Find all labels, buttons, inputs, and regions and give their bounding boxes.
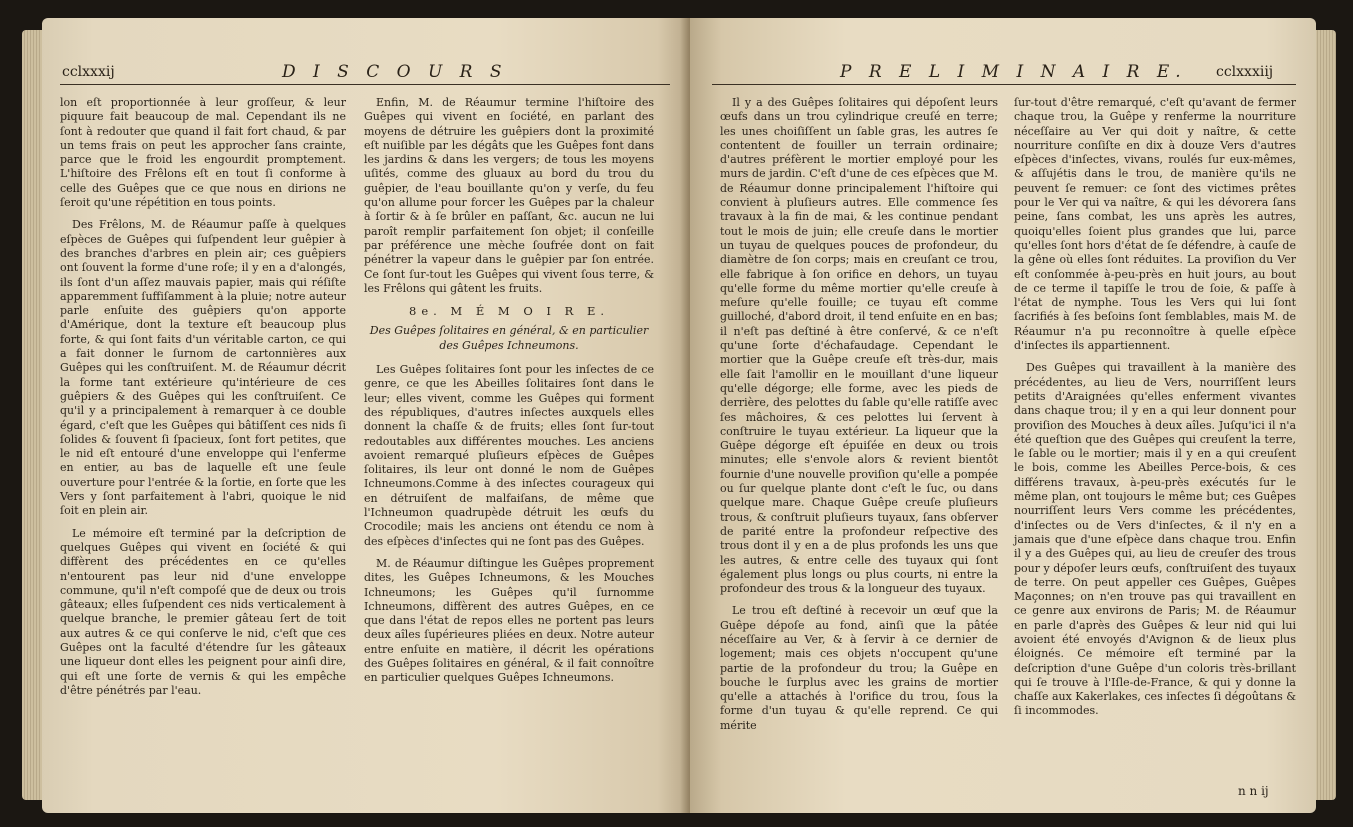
paragraph: Il y a des Guêpes ſolitaires qui dépoſent leurs œufs dans un trou cylindrique creuſé en terre; les unes choiſiſſent un ſable gras, les autres ſe contentent de fouiller un terrain ordinaire; d'autres préfèrent le mortier employé pour les murs de jardin. C'eſt d'une de ces eſpèces que M. de Réaumur donne principalement l'hiſtoire qui convient à pluſieurs autres. Elle commence ſes travaux à la fin de mai, & les continue pendant tout le mois de juin; elle creuſe dans le mortier un tuyau de quelques pouces de profondeur, du diamètre de ſon corps; mais en creuſant ce trou, elle fabrique à ſon orifice en dehors, un tuyau qu'elle forme du même mortier qu'elle creuſe à meſure qu'elle fouille; ce tuyau eſt comme guilloché, d'abord droit, il tend enſuite en en bas; il n'eſt pas deſtiné à être conſervé, & ce n'eſt qu'une ſorte d'échafaudage. Cependant le mortier que la Guêpe creuſe eſt très-dur, mais elle ſait l'amollir en le mouillant d'une liqueur qu'elle dégorge; elle forme, avec les pieds de derrière, des pelottes du ſable qu'elle ratiſſe avec ſes mâchoires, & ces pelottes lui ſervent à conſtruire le tuyau extérieur. La liqueur que la Guêpe dégorge eſt épuiſée en deux ou trois minutes; elle s'envole alors & revient bientôt fournie d'une nouvelle proviſion qu'elle a pompée ou ſur quelque plante dont c'eſt le ſuc, ou dans quelque mare. Chaque Guêpe creuſe pluſieurs trous, & conſtruit pluſieurs tuyaux, ſans obſerver de parité entre la profondeur reſpective des trous dont il y en a de plus profonds les uns que les autres, & entre celle des tuyaux qui ſont également plus longs ou plus courts, ni entre la profondeur des trous & la longueur des tuyaux. <box>720 96 998 596</box>
left-header-rule <box>60 84 670 85</box>
paragraph: Enfin, M. de Réaumur termine l'hiſtoire des Guêpes qui vivent en ſociété, en parlant des moyens de détruire les guêpiers dont la proximité eſt nuiſible par les dégâts que les Guêpes font dans les jardins & dans les vergers; de tous les moyens uſités, comme des gluaux au bord du trou du guêpier, de l'eau bouillante qu'on y verſe, du feu qu'on allume pour forcer les Guêpes par la chaleur à ſortir & à ſe brûler en paſſant, &c. aucun ne lui paroît remplir parfaitement ſon objet; il conſeille par préférence une mèche ſoufrée dont on fait pénétrer la vapeur dans le guêpier par ſon entrée. Ce ſont ſur-tout les Guêpes qui vivent ſous terre, & les Frêlons qui gâtent les fruits. <box>364 96 654 295</box>
paragraph: Des Guêpes qui travaillent à la manière des précédentes, au lieu de Vers, nourriſſent leurs petits d'Araignées qu'elles enferment vivantes dans chaque trou; il y en a qui leur donnent pour proviſion des Mouches à deux aîles. Juſqu'ici il n'a été queſtion que des Guêpes qui creuſent la terre, le ſable ou le mortier; mais il y en a qui creuſent le bois, comme les Abeilles Perce-bois, & ces différens travaux, à-peu-près exécutés ſur le même plan, ont toujours le même but; ces Guêpes nourriſſent leurs Vers comme les précédentes, d'inſectes ou de Vers d'inſectes, & il n'y en a jamais que d'une eſpèce dans chaque trou. Enfin il y a des Guêpes qui, au lieu de creuſer des trous pour y dépoſer leurs œufs, conſtruiſent des tuyaux de terre. On peut appeller ces Guêpes, Guêpes Maçonnes; on n'en trouve pas qui travaillent en ce genre aux environs de Paris; M. de Réaumur en parle d'après des Guêpes & leur nid qui lui avoient été envoyés d'Avignon & de lieux plus éloignés. Ce mémoire eſt terminé par la deſcription d'une Guêpe d'un coloris très-brillant qui ſe trouve à l'Iſle-de-France, & qui y donne la chaſſe aux Kakerlakes, ces inſectes ſi dégoûtans & ſi incommodes. <box>1014 361 1297 718</box>
paragraph: Le mémoire eſt terminé par la deſcription de quelques Guêpes qui vivent en ſociété & qui diffèrent des précédentes en ce qu'elles n'entourent pas leur nid d'une enveloppe commune, qu'il n'eſt compoſé que de deux ou trois gâteaux; elles ſuſpendent ces nids verticalement à quelque branche, le premier gâteau ſert de toit aux autres & ce qui conſerve le nid, c'eſt que ces Guêpes ont la faculté d'étendre ſur les gâteaux une liqueur dont elles les peignent pour ainſi dire, qui eſt une ſorte de vernis & qui les empêche d'être pénétrés par l'eau. <box>60 526 346 697</box>
paragraph: Des Frêlons, M. de Réaumur paſſe à quelques eſpèces de Guêpes qui ſuſpendent leur guêpier à des branches d'arbres en plein air; ces guêpiers ont ſouvent la forme d'une roſe; il y en a d'alongés, ils ſont d'un aſſez mauvais papier, mais qui réſiſte apparemment ſuffiſamment à la pluie; notre auteur parle enſuite des guêpiers qu'on apporte d'Amérique, dont la texture eſt beaucoup plus forte, & qui ſont faits d'un véritable carton, ce qui a fait donner le ſurnom de cartonnières aux Guêpes qui les conſtruiſent. M. de Réaumur décrit la forme tant extérieure qu'intérieure de ces guêpiers & des Guêpes qui les conſtruiſent. Ce qu'il y a principalement à remarquer à ce double égard, c'eſt que les Guêpes qui bâtiſſent ces nids ſi ſolides & ſouvent ſi ſpacieux, ſont fort petites, que le nid eſt entouré d'une enveloppe qui l'enferme en entier, au bas de laquelle eſt une ſeule ouverture pour l'entrée & la ſortie, en ſorte que les Vers y ſont parfaitement à l'abri, quoique le nid ſoit en plein air. <box>60 218 346 518</box>
left-column-1 <box>60 96 346 706</box>
paragraph: lon eſt proportionnée à leur groſſeur, & leur piquure fait beaucoup de mal. Cependant ils ne ſont à redouter que quand il fait fort chaud, & par un tems frais on peut les approcher ſans crainte, parce que le froid les engourdit promptement. L'hiſtoire des Frêlons eſt en tout ſi conforme à celle des Guêpes que ce que nous en dirions ne ſeroit qu'une répétition en tous points. <box>60 96 346 210</box>
paragraph: M. de Réaumur diſtingue les Guêpes proprement dites, les Guêpes Ichneumons, & les Mouches Ichneumons; les Guêpes qu'il ſurnomme Ichneumons, diffèrent des autres Guêpes, en ce que dans l'état de repos elles ne portent pas leurs deux aîles ſupérieures pliées en deux. Notre auteur entre enſuite en matière, il décrit les opérations des Guêpes ſolitaires en général, & il fait connoître en particulier quelques Guêpes Ichneumons. <box>364 556 654 685</box>
memoire-heading: 8e. M É M O I R E. <box>409 304 609 319</box>
signature-mark: n n ij <box>1238 784 1269 798</box>
paragraph: ſur-tout d'être remarqué, c'eſt qu'avant de fermer chaque trou, la Guêpe y renferme la nourriture néceſſaire au Ver qui doit y naître, & cette nourriture conſiſte en dix à douze Vers d'autres eſpèces d'inſectes, vivans, roulés ſur eux-mêmes, & aſſujétis dans le trou, de manière qu'ils ne peuvent ſe remuer: ce ſont des victimes prêtes pour le Ver qui va naître, & qui les dévorera ſans peine, ſans combat, les uns après les autres, quoiqu'elles ſoient plus grandes que lui, parce qu'elles ſont hors d'état de ſe défendre, à cauſe de la gêne où elles ſont réduites. La proviſion du Ver eſt conſommée à-peu-près en huit jours, au bout de ce terme il tapiſſe le trou de ſoie, & paſſe à l'état de nymphe. Tous les Vers qui lui ſont ſacrifiés à ſes beſoins ſont ſemblables, mais M. de Réaumur n'a pu reconnoître à quelle eſpèce d'inſectes ils appartiennent. <box>1014 96 1296 353</box>
left-running-head: D I S C O U R S <box>282 62 508 82</box>
memoire-subtitle: Des Guêpes ſolitaires en général, & en particulier des Guêpes Ichneumons. <box>369 324 649 352</box>
left-column-2 <box>364 96 654 694</box>
right-running-head: P R E L I M I N A I R E. <box>840 62 1187 82</box>
right-page-number: cclxxxiij <box>1216 64 1274 80</box>
paragraph: Les Guêpes ſolitaires ſont pour les inſectes de ce genre, ce que les Abeilles ſolitaires ſont dans le leur; elles vivent, comme les Guêpes qui forment des républiques, d'autres inſectes auxquels elles donnent la chaſſe & de fruits; elles ſont ſur-tout redoutables aux différentes mouches. Les anciens avoient remarqué pluſieurs eſpèces de Guêpes ſolitaires, ils leur ont donné le nom de Guêpes Ichneumons.Comme à des inſectes courageux qui en détruiſent de malfaiſans, de même que l'Ichneumon quadrupède détruit les œufs du Crocodile; mais les anciens ont étendu ce nom à des eſpèces d'inſectes qui ne ſont pas des Guêpes. <box>364 363 654 548</box>
paragraph: Le trou eſt deſtiné à recevoir un œuf que la Guêpe dépoſe au fond, ainſi que la pâtée néceſſaire au Ver, & à ſervir à ce dernier de logement; mais ces objets n'occupent qu'une partie de la profondeur du trou; la Guêpe en bouche le ſurplus avec les grains de mortier qu'elle a attachés à l'orifice du trou, ſous la forme d'un tuyau & qu'elle reprend. Ce qui mérite <box>720 604 998 732</box>
right-header-rule <box>712 84 1296 85</box>
right-page <box>690 18 1316 813</box>
right-column-1 <box>720 96 998 741</box>
right-column-2 <box>1014 96 1296 727</box>
left-page-number: cclxxxij <box>62 64 115 80</box>
left-page <box>42 18 690 813</box>
